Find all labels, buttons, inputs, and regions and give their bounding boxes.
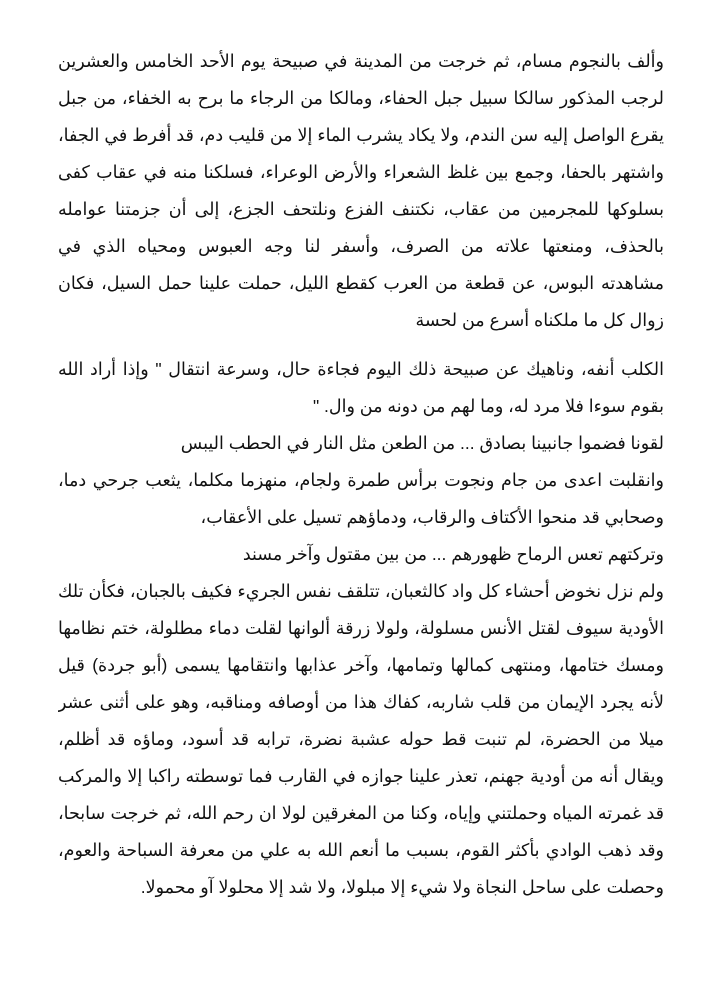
text-line: لقونا فضموا جانبينا بصادق ... من الطعن مثل النار في الحطب اليبس [180,433,664,453]
text-line: لرجب المذكور سالكا سبيل جبل الحفاء، ومالكا من الرجاء ما برح به الخفاء، من جبل [58,88,664,108]
text-line: الكلب أنفه، وناهيك عن صبيحة ذلك اليوم فجاءة حال، وسرعة انتقال " وإذا أراد الله [58,359,664,379]
text-line: بالحذف، ومنعتها علاته من الصرف، وأسفر لنا وجه العبوس ومحياه الذي في [58,236,664,256]
text-line: وألف بالنجوم مسام، ثم خرجت من المدينة في صبيحة يوم الأحد الخامس والعشرين [58,51,664,71]
text-line: بقوم سوءا فلا مرد له، وما لهم من دونه من وال. " [312,396,664,416]
text-line: الأودية سيوف لقتل الأنس مسلولة، ولولا زرقة ألوانها لقلت دماء مطلولة، ختم نظامها [58,618,664,638]
text-line: وحصلت على ساحل النجاة ولا شيء إلا مبلولا، ولا شد إلا محلولا آو محمولا. [140,877,664,897]
text-line: ميلا من الحضرة، لم تنبت قط حوله عشبة نضرة، ترابه قد أسود، وماؤه قد أظلم، [58,729,664,749]
text-line: قد غمرته المياه وحملتني وإياه، وكنا من المغرقين لولا ان رحم الله، ثم خرجت سابحا، [58,803,664,823]
text-line: وقد ذهب الوادي بأكثر القوم، بسبب ما أنعم الله به علي من معرفة السباحة والعوم، [58,840,664,860]
text-line: واشتهر بالحفا، وجمع بين غلظ الشعراء والأرض الوعراء، فسلكنا منه في عقاب كفى [58,162,664,182]
text-line: لأنه يجرد الإيمان من قلب شاربه، كفاك هذا من أوصافه ومناقبه، وهو على أثنى عشر [58,692,664,712]
text-line: ومسك ختامها، ومنتهى كمالها وتمامها، وآخر عذابها وانتقامها يسمى (أبو جردة) قيل [58,655,664,675]
text-line: يقرع الواصل إليه سن الندم، ولا يكاد يشرب الماء إلا من قليب دم، قد أفرط في الجفا، [58,125,664,145]
text-line: وانقلبت اعدى من جام ونجوت برأس طمرة ولجام، منهزما مكلما، يثعب جرحي دما، [58,470,664,490]
text-line: وتركتهم تعس الرماح ظهورهم ... من بين مقتول وآخر مسند [242,544,664,564]
text-line: ويقال أنه من أودية جهنم، تعذر علينا جوازه في القارب فما توسطته راكبا إلا والمركب [58,766,664,786]
text-line: وصحابي قد منحوا الأكتاف والرقاب، ودماؤهم تسيل على الأعقاب، [200,507,664,527]
text-line: ولم نزل نخوض أحشاء كل واد كالثعبان، تتلقف نفس الجريء فكيف بالجبان، فكأن تلك [58,581,664,601]
text-line: مشاهدته البوس، عن قطعة من العرب كقطع الليل، حملت علينا حمل السيل، فكان [58,273,664,293]
text-line: زوال كل ما ملكناه أسرع من لحسة [415,310,664,330]
text-line: بسلوكها للمجرمين من عقاب، نكتنف الفزع ونلتحف الجزع، إلى أن جزمتنا عوامله [58,199,664,219]
